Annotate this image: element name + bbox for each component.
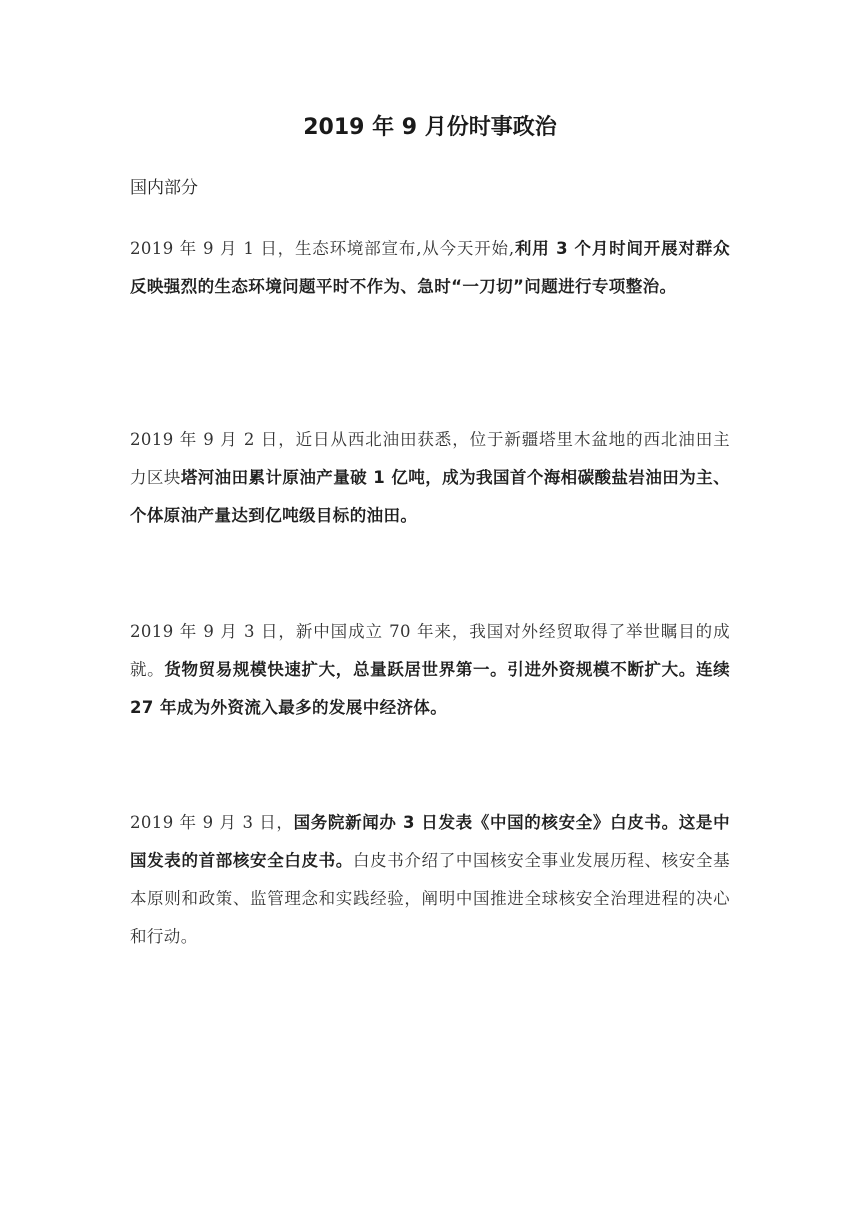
paragraph-highlight: 国务院新闻办 3 日发表《中国的核安全》白皮书。这是中国发表的首部核安全白皮书。	[130, 812, 730, 870]
paragraph-highlight: 利用 3 个月时间开展对群众反映强烈的生态环境问题平时不作为、急时“一刀切”问题进行专项整治。	[130, 238, 730, 296]
paragraph-text: 2019 年 9 月 2 日，近日从西北油田获悉，位于新疆塔里木盆地的西北油田主力区块	[130, 429, 730, 487]
paragraph-text: 白皮书介绍了中国核安全事业发展历程、核安全基本原则和政策、监管理念和实践经验，阐明中国推进全球核安全治理进程的决心和行动。	[130, 850, 730, 946]
paragraph-highlight: 货物贸易规模快速扩大，总量跃居世界第一。引进外资规模不断扩大。连续 27 年成为外资流入最多的发展中经济体。	[130, 659, 730, 717]
news-paragraph	[130, 804, 730, 956]
paragraph-text: 2019 年 9 月 3 日，	[130, 812, 294, 832]
news-paragraph	[130, 613, 730, 727]
paragraph-text: 2019 年 9 月 1 日，生态环境部宣布,从今天开始,	[130, 238, 515, 258]
section-heading: 国内部分	[130, 178, 198, 198]
news-paragraph	[130, 421, 730, 535]
paragraph-highlight: 塔河油田累计原油产量破 1 亿吨，成为我国首个海相碳酸盐岩油田为主、个体原油产量达到亿吨级目标的油田。	[130, 467, 730, 525]
news-paragraph	[130, 230, 730, 306]
paragraph-text: 2019 年 9 月 3 日，新中国成立 70 年来，我国对外经贸取得了举世瞩目的成就。	[130, 621, 730, 679]
document-title: 2019 年 9 月份时事政治	[303, 115, 557, 140]
